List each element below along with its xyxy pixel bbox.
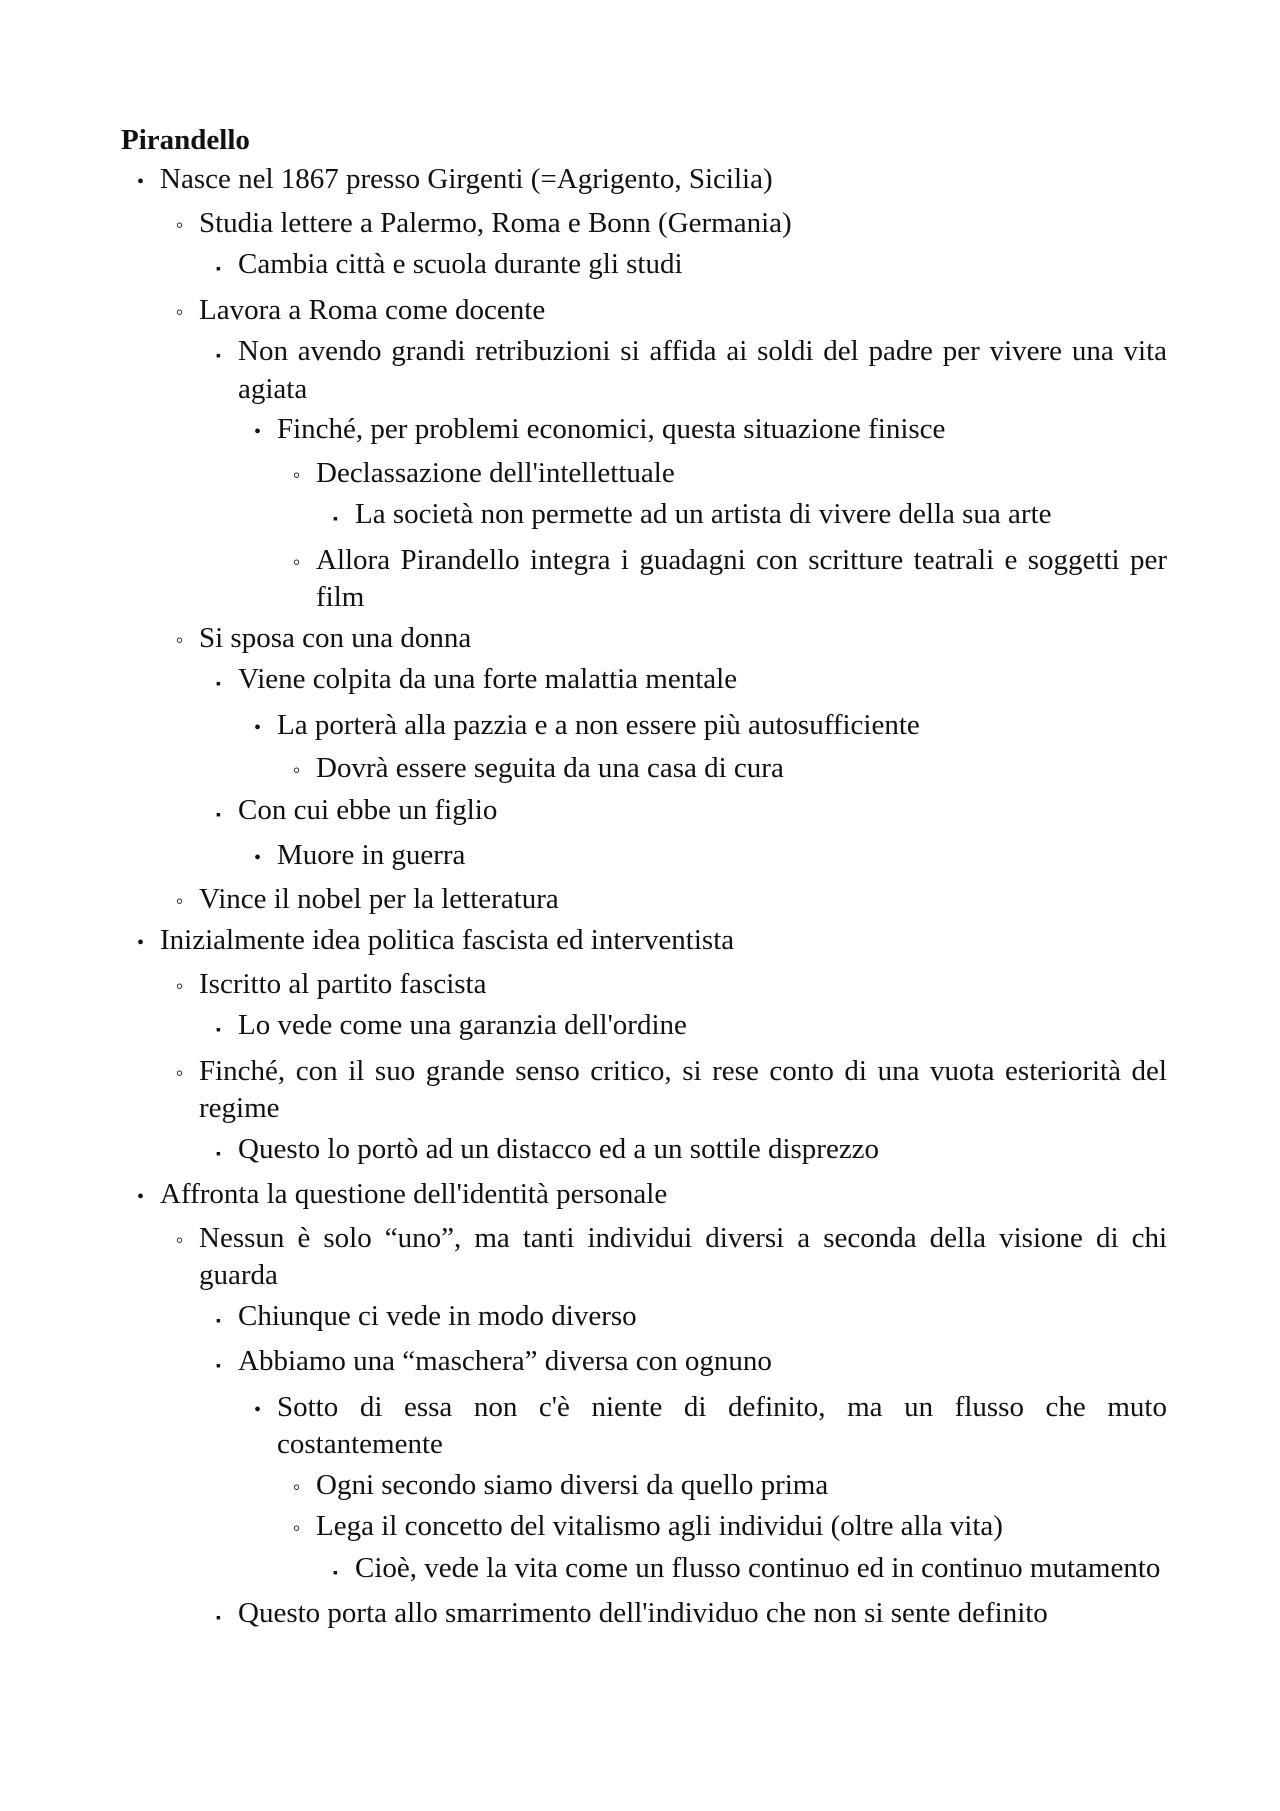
square-bullet-icon — [199, 661, 238, 704]
disc-bullet-icon — [238, 707, 277, 748]
list-item-text: Finché, con il suo grande senso critico, si rese conto di una vuota esteriorità del regime — [199, 1054, 1167, 1124]
circle-bullet-icon — [277, 1467, 316, 1506]
list-item — [316, 1550, 1167, 1593]
list-item-text: Lavora a Roma come docente — [199, 293, 546, 326]
square-bullet-icon — [199, 1007, 238, 1050]
list-item-text: La porterà alla pazzia e a non essere più autosufficiente — [277, 708, 920, 741]
circle-bullet-icon — [160, 966, 199, 1005]
list-item-text: Vince il nobel per la letteratura — [199, 882, 559, 915]
list-item-text: Allora Pirandello integra i guadagni con scritture teatrali e soggetti per film — [316, 543, 1167, 613]
disc-bullet-icon — [121, 922, 160, 963]
circle-bullet-icon — [277, 455, 316, 494]
list-item — [160, 620, 1167, 659]
square-bullet-icon — [316, 1550, 355, 1593]
list-item-text: La società non permette ad un artista di vivere della sua arte — [355, 498, 1052, 530]
list-item-text: Lo vede come una garanzia dell'ordine — [238, 1009, 687, 1041]
list-item-text: Studia lettere a Palermo, Roma e Bonn (Germania) — [199, 206, 792, 239]
list-item-text: Non avendo grandi retribuzioni si affida ai soldi del padre per vivere una vita agiata — [238, 335, 1167, 405]
list-item — [199, 1131, 1167, 1174]
list-item-text: Cioè, vede la vita come un flusso continuo ed in continuo mutamento — [355, 1551, 1161, 1584]
list-item — [121, 1176, 1167, 1217]
list-item — [160, 205, 1167, 244]
disc-bullet-icon — [121, 1176, 160, 1217]
square-bullet-icon — [316, 496, 355, 539]
list-item-text: Affronta la questione dell'identità personale — [160, 1178, 668, 1210]
list-item-text: Viene colpita da una forte malattia mentale — [238, 663, 738, 695]
list-item — [121, 922, 1167, 963]
square-bullet-icon — [199, 1595, 238, 1638]
list-item-text: Si sposa con una donna — [199, 621, 472, 654]
list-item-text: Sotto di essa non c'è niente di definito, ma un flusso che muto costantemente — [277, 1390, 1167, 1460]
list-item — [316, 496, 1167, 539]
document-page — [121, 120, 1167, 1641]
list-item-text: Questo lo portò ad un distacco ed a un sottile disprezzo — [238, 1132, 880, 1165]
list-item — [199, 1298, 1167, 1341]
list-item — [199, 1343, 1167, 1386]
circle-bullet-icon — [160, 1053, 199, 1092]
list-item — [277, 455, 1167, 494]
list-item-text: Ogni secondo siamo diversi da quello prima — [316, 1468, 829, 1501]
list-item — [277, 542, 1167, 617]
list-item-text: Con cui ebbe un figlio — [238, 793, 498, 826]
list-item — [199, 1007, 1167, 1050]
list-item — [121, 161, 1167, 202]
square-bullet-icon — [199, 1343, 238, 1386]
circle-bullet-icon — [160, 292, 199, 331]
square-bullet-icon — [199, 792, 238, 835]
square-bullet-icon — [199, 1131, 238, 1174]
list-item — [238, 707, 1167, 748]
square-bullet-icon — [199, 246, 238, 289]
list-item — [277, 750, 1167, 789]
list-item — [160, 292, 1167, 331]
circle-bullet-icon — [277, 750, 316, 789]
list-item-text: Questo porta allo smarrimento dell'individuo che non si sente definito — [238, 1597, 1048, 1629]
list-item — [160, 966, 1167, 1005]
list-item-text: Declassazione dell'intellettuale — [316, 456, 675, 489]
list-item — [238, 411, 1167, 452]
circle-bullet-icon — [160, 620, 199, 659]
list-item-text: Cambia città e scuola durante gli studi — [238, 248, 683, 280]
circle-bullet-icon — [277, 542, 316, 581]
circle-bullet-icon — [160, 205, 199, 244]
circle-bullet-icon — [160, 881, 199, 920]
list-item-text: Muore in guerra — [277, 839, 466, 871]
list-item — [238, 837, 1167, 878]
list-item — [199, 333, 1167, 408]
list-item-text: Iscritto al partito fascista — [199, 967, 487, 1000]
circle-bullet-icon — [277, 1508, 316, 1547]
list-item — [277, 1508, 1167, 1547]
disc-bullet-icon — [238, 411, 277, 452]
disc-bullet-icon — [121, 161, 160, 202]
list-item — [277, 1467, 1167, 1506]
document-title: Pirandello — [121, 124, 250, 156]
list-item-text: Nasce nel 1867 presso Girgenti (=Agrigento, Sicilia) — [160, 163, 773, 195]
list-item — [160, 881, 1167, 920]
list-item-text: Dovrà essere seguita da una casa di cura — [316, 752, 784, 784]
bullet-list — [121, 161, 1167, 1638]
list-item — [199, 1595, 1167, 1638]
list-item — [160, 1053, 1167, 1128]
list-item-text: Abbiamo una “maschera” diversa con ognuno — [238, 1345, 772, 1377]
list-item — [199, 661, 1167, 704]
list-item-text: Nessun è solo “uno”, ma tanti individui diversi a seconda della visione di chi guarda — [199, 1221, 1167, 1291]
disc-bullet-icon — [238, 837, 277, 878]
square-bullet-icon — [199, 333, 238, 376]
list-item-text: Chiunque ci vede in modo diverso — [238, 1299, 637, 1332]
list-item — [199, 792, 1167, 835]
list-item-text: Lega il concetto del vitalismo agli individui (oltre alla vita) — [316, 1510, 1003, 1542]
list-item-text: Inizialmente idea politica fascista ed interventista — [160, 924, 735, 956]
square-bullet-icon — [199, 1298, 238, 1341]
list-item — [199, 246, 1167, 289]
list-item — [238, 1389, 1167, 1464]
circle-bullet-icon — [160, 1220, 199, 1259]
disc-bullet-icon — [238, 1389, 277, 1430]
list-item — [160, 1220, 1167, 1295]
list-item-text: Finché, per problemi economici, questa situazione finisce — [277, 413, 946, 445]
